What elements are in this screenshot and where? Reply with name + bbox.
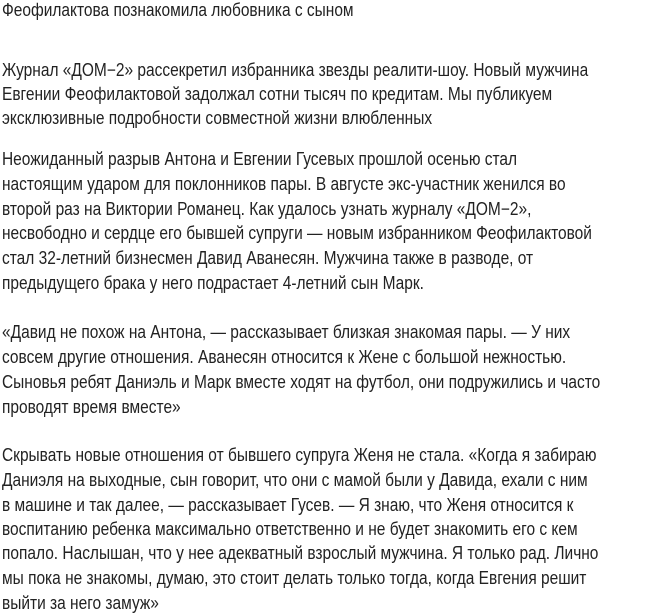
text-line: совсем другие отношения. Аванесян относится к Жене с большой нежностью. bbox=[2, 347, 567, 367]
text-line: настоящим ударом для поклонников пары. В августе экс-участник женился во bbox=[2, 174, 566, 194]
text-line: предыдущего брака у него подрастает 4-летний сын Марк. bbox=[2, 273, 424, 293]
text-line: Неожиданный разрыв Антона и Евгении Гусевых прошлой осенью стал bbox=[2, 149, 518, 169]
text-line: выйти за него замуж» bbox=[2, 593, 159, 613]
text-line: мы пока не знакомы, думаю, это стоит делать только тогда, когда Евгения решит bbox=[2, 568, 587, 588]
text-line: несвободно и сердце его бывшей супруги — новым избранником Феофилактовой bbox=[2, 223, 592, 243]
text-line: проводят время вместе» bbox=[2, 397, 181, 417]
text-line: Даниэля на выходные, сын говорит, что они с мамой были у Давида, ехали с ним bbox=[2, 470, 588, 490]
text-line: Скрывать новые отношения от бывшего супруга Женя не стала. «Когда я забираю bbox=[2, 445, 597, 465]
text-line: Журнал «ДОМ−2» рассекретил избранника звезды реалити-шоу. Новый мужчина bbox=[2, 60, 589, 80]
text-line: Сыновья ребят Даниэль и Марк вместе ходят на футбол, они подружились и часто bbox=[2, 372, 601, 392]
text-line: «Давид не похож на Антона, — рассказывает близкая знакомая пары. — У них bbox=[2, 322, 571, 342]
text-line: попало. Наслышан, что у нее адекватный взрослый мужчина. Я только рад. Лично bbox=[2, 543, 599, 563]
text-line: эксклюзивные подробности совместной жизни влюбленных bbox=[2, 108, 433, 128]
text-line: воспитанию ребенка максимально ответственно и не будет знакомить его с кем bbox=[2, 519, 578, 539]
text-line: второй раз на Виктории Романец. Как удалось узнать журналу «ДОМ−2», bbox=[2, 199, 532, 219]
text-line: Евгении Феофилактовой задолжал сотни тысяч по кредитам. Мы публикуем bbox=[2, 84, 553, 104]
text-line: в машине и так далее, — рассказывает Гусев. — Я знаю, что Женя относится к bbox=[2, 495, 574, 515]
article-title: Феофилактова познакомила любовника с сыном bbox=[2, 0, 354, 20]
text-line: стал 32-летний бизнесмен Давид Аванесян. Мужчина также в разводе, от bbox=[2, 248, 534, 268]
